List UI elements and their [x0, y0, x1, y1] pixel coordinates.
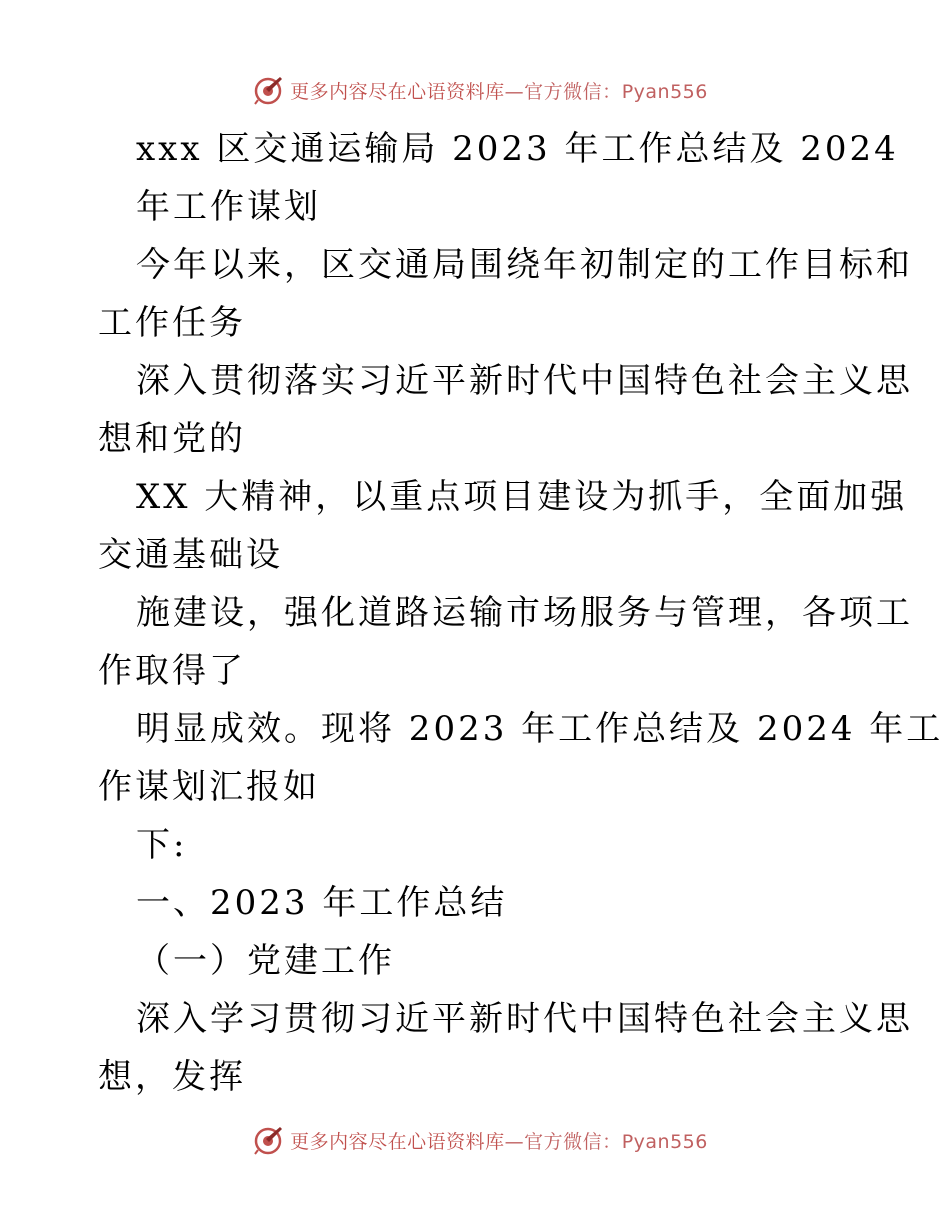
banner-text: 更多内容尽在心语资料库—官方微信：Pyan556	[290, 80, 708, 103]
paragraph-line: 下:	[136, 825, 188, 865]
paragraph-line: 想，发挥	[98, 1057, 246, 1097]
quill-seal-icon	[252, 74, 284, 106]
paragraph-line: 交通基础设	[98, 535, 283, 575]
paragraph-line: 深入贯彻落实习近平新时代中国特色社会主义思	[136, 361, 913, 401]
paragraph-line: 工作任务	[98, 303, 246, 343]
doc-title-line-1: xxx 区交通运输局 2023 年工作总结及 2024	[136, 129, 899, 169]
banner-text: 更多内容尽在心语资料库—官方微信：Pyan556	[290, 1130, 708, 1153]
section-heading: 一、2023 年工作总结	[136, 883, 508, 923]
paragraph-line: 作取得了	[98, 651, 246, 691]
paragraph-line: 明显成效。现将 2023 年工作总结及 2024 年工	[136, 709, 944, 749]
subsection-heading: （一）党建工作	[136, 941, 395, 981]
paragraph-line: XX 大精神，以重点项目建设为抓手，全面加强	[136, 477, 908, 517]
header-banner	[0, 70, 950, 110]
footer-banner	[0, 1120, 950, 1160]
paragraph-line: 想和党的	[98, 419, 246, 459]
quill-seal-icon	[252, 1124, 284, 1156]
paragraph-line: 施建设，强化道路运输市场服务与管理，各项工	[136, 593, 913, 633]
paragraph-line: 今年以来，区交通局围绕年初制定的工作目标和	[136, 245, 913, 285]
paragraph-line: 作谋划汇报如	[98, 767, 320, 807]
doc-title-line-2: 年工作谋划	[136, 187, 321, 227]
paragraph-line: 深入学习贯彻习近平新时代中国特色社会主义思	[136, 999, 913, 1039]
document-body	[98, 120, 944, 1106]
